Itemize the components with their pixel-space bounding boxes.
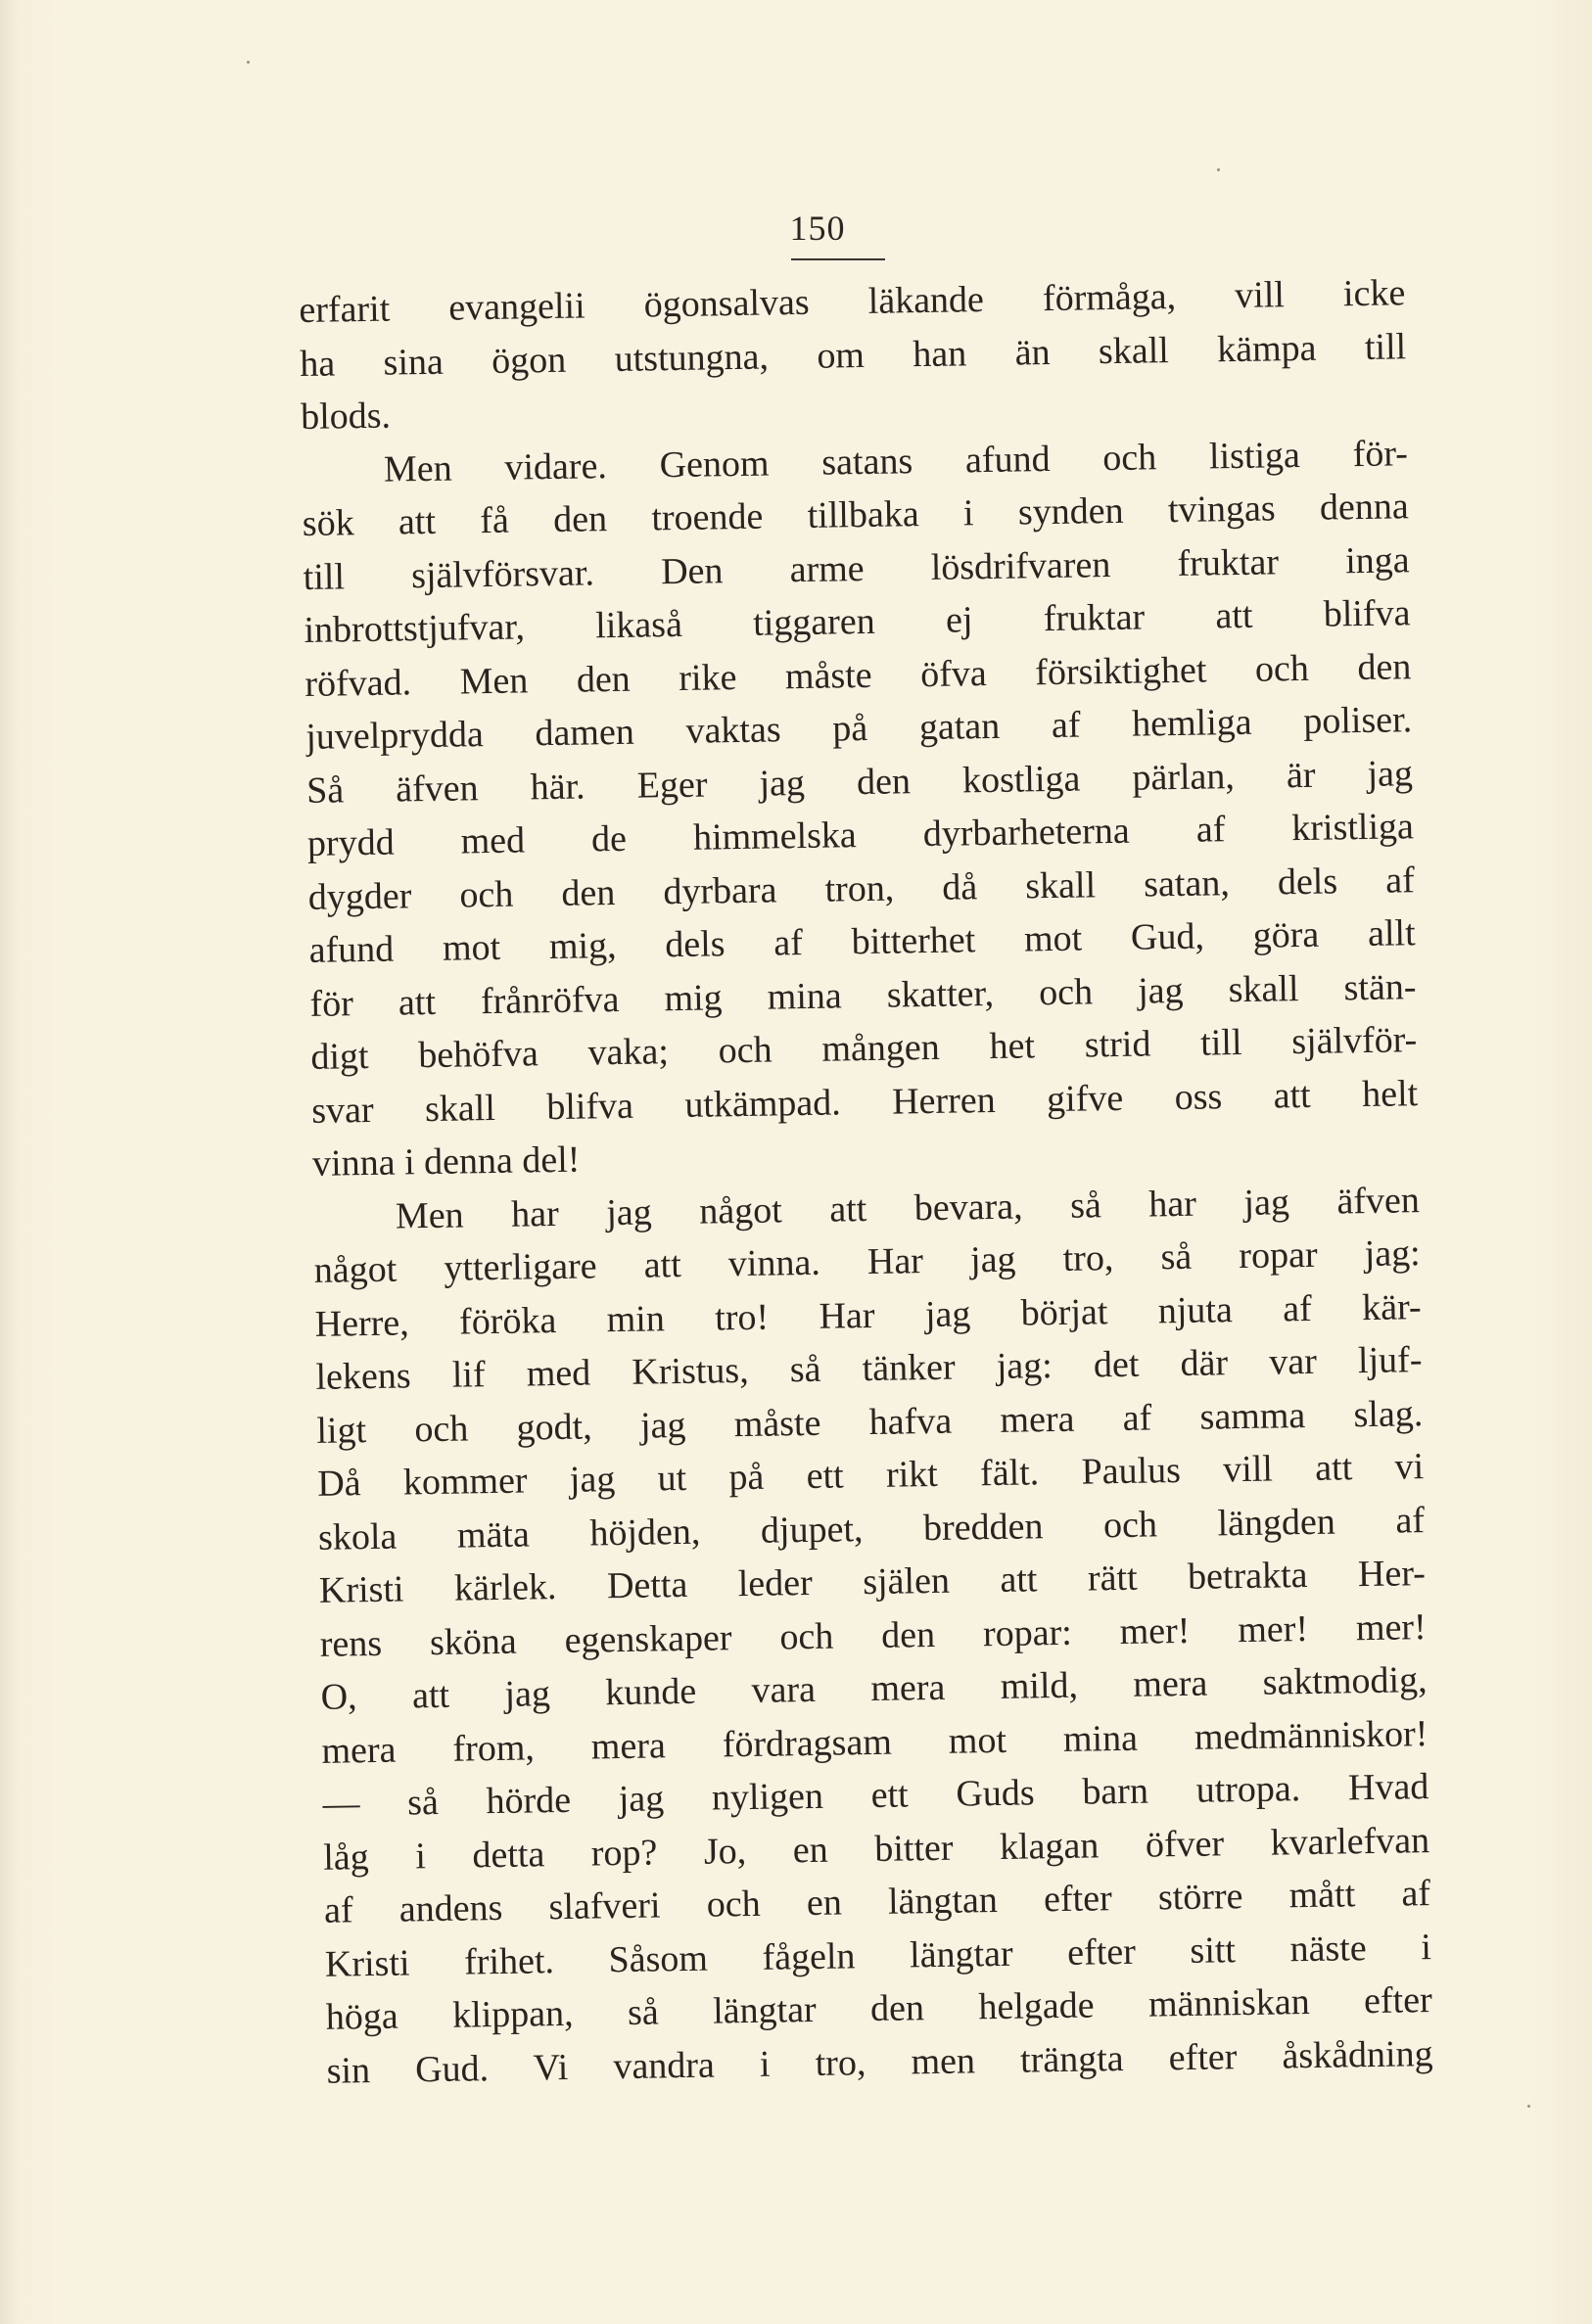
body-text: [299, 266, 1433, 2098]
text-line: lekens lif med Kristus, så tänker jag: det där var ljuf-: [315, 1339, 1423, 1398]
text-line: ha sina ögon utstungna, om han än skall kämpa till: [299, 325, 1407, 385]
text-line: rens sköna egenskaper och den ropar: mer! mer! mer!: [319, 1605, 1428, 1665]
paper-speck: [247, 61, 250, 64]
text-line: sök att få den troende tillbaka i synden tvingas denna: [302, 486, 1410, 544]
text-line: Så äfven här. Eger jag den kostliga pärlan, är jag: [305, 752, 1414, 812]
text-line: af andens slafveri och en längtan efter större mått af: [323, 1873, 1431, 1931]
text-line: Då kommer jag ut på ett rikt fält. Paulus vill att vi: [316, 1446, 1425, 1505]
text-line: inbrottstjufvar, likaså tiggaren ej fruktar att blifva: [304, 592, 1411, 651]
text-line: till självförsvar. Den arme lösdrifvaren fruktar inga: [303, 538, 1410, 598]
text-line: röfvad. Men den rike måste öfva försiktighet och den: [304, 645, 1412, 705]
text-line: afund mot mig, dels af bitterhet mot Gud, göra allt: [308, 912, 1416, 971]
text-line: digt behöfva vaka; och mången het strid till självför-: [310, 1019, 1418, 1078]
text-line: Kristi kärlek. Detta leder själen att rätt betrakta Her-: [318, 1553, 1427, 1611]
text-line: Kristi frihet. Såsom fågeln längtar efter sitt näste i: [324, 1926, 1432, 1985]
text-line: blods.: [300, 395, 392, 438]
text-line: skola mäta höjden, djupet, bredden och längden af: [317, 1499, 1426, 1558]
text-line: något ytterligare att vinna. Har jag tro, så ropar jag:: [313, 1232, 1422, 1291]
text-line: Men vidare. Genom satans afund och listiga för-: [383, 432, 1409, 490]
paper-speck: [1527, 2105, 1530, 2108]
text-line: för att frånröfva mig mina skatter, och jag skall stän-: [309, 965, 1417, 1025]
text-line: erfarit evangelii ögonsalvas läkande förmåga, vill icke: [299, 272, 1406, 331]
text-line: svar skall blifva utkämpad. Herren gifve oss att helt: [310, 1072, 1419, 1132]
text-line: prydd med de himmelska dyrbarheterna af kristliga: [306, 806, 1415, 864]
page-number-underline: [791, 258, 885, 260]
page-number: 150: [789, 209, 846, 248]
text-line: vinna i denna del!: [311, 1139, 581, 1185]
text-line: mera from, mera fördragsam mot mina medmänniskor!: [321, 1712, 1428, 1772]
text-line: Men har jag något att bevara, så har jag äfven: [395, 1179, 1421, 1237]
text-line: ligt och godt, jag måste hafva mera af samma slag.: [316, 1392, 1424, 1452]
text-line: O, att jag kunde vara mera mild, mera saktmodig,: [320, 1659, 1428, 1718]
text-line: höga klippan, så längtar den helgade människan efter: [325, 1979, 1433, 2038]
text-line: dygder och den dyrbara tron, då skall satan, dels af: [307, 859, 1416, 918]
text-line: Herre, föröka min tro! Har jag börjat njuta af kär-: [314, 1285, 1422, 1345]
text-line: sin Gud. Vi vandra i tro, men trängta efter åskådning: [326, 2032, 1433, 2092]
text-line: — så hörde jag nyligen ett Guds barn utropa. Hvad: [322, 1766, 1429, 1825]
paper-speck: [1217, 168, 1220, 171]
text-line: låg i detta rop? Jo, en bitter klagan öfver kvarlefvan: [322, 1819, 1430, 1879]
text-line: juvelprydda damen vaktas på gatan af hemliga poliser.: [304, 699, 1413, 758]
